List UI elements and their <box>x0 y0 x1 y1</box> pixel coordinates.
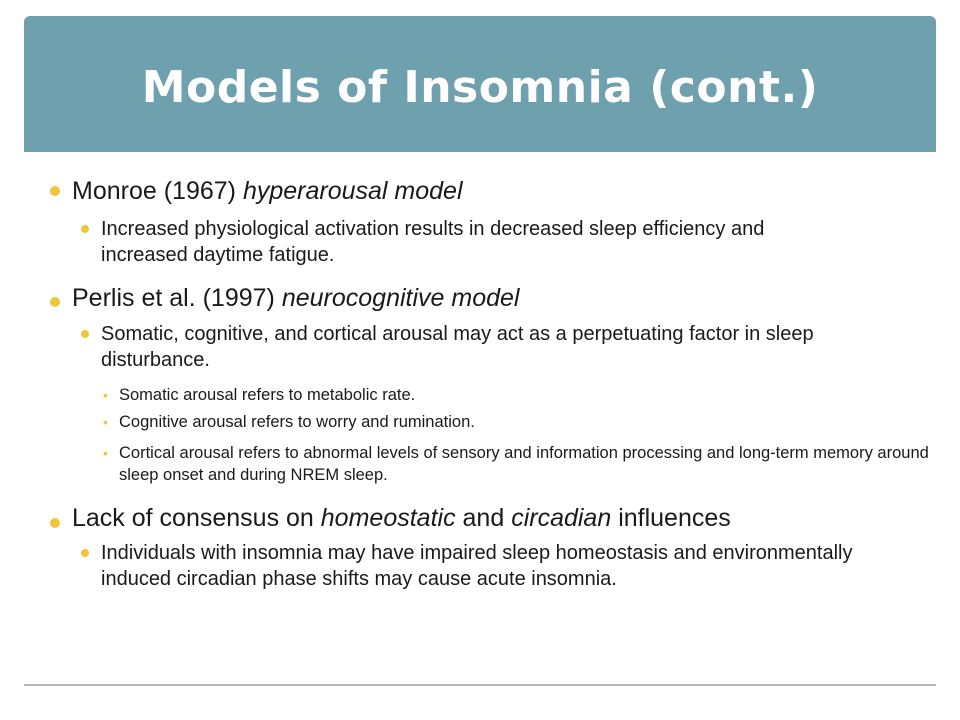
bullet-consensus-text-3: influences <box>611 504 731 532</box>
small-bullet-icon: • <box>103 445 108 461</box>
bullet-consensus <box>72 503 731 533</box>
bullet-dot-icon <box>50 297 60 307</box>
sub-bullet-monroe: Increased physiological activation results in decreased sleep efficiency and increased daytime fatigue. <box>101 218 765 266</box>
small-bullet-icon: • <box>103 387 108 403</box>
footer-divider <box>24 684 936 686</box>
bullet-consensus-homeostatic: homeostatic <box>320 504 456 532</box>
bullet-monroe-model: hyperarousal model <box>242 177 463 205</box>
slide-title: Models of Insomnia (cont.) <box>141 62 819 113</box>
small-bullet-icon: • <box>103 414 108 430</box>
bullet-dot-icon <box>50 186 60 196</box>
subsub-bullet-cognitive: Cognitive arousal refers to worry and rumination. <box>119 413 475 431</box>
bullet-monroe-text: Monroe (1967) <box>72 177 243 205</box>
subsub-bullet-cortical: Cortical arousal refers to abnormal levels of sensory and information processing and long-term memory around sleep onset and during NREM sleep. <box>119 444 929 484</box>
bullet-monroe <box>72 176 463 206</box>
bullet-perlis-model: neurocognitive model <box>281 284 520 312</box>
bullet-perlis <box>72 283 519 313</box>
bullet-dot-icon <box>81 549 89 557</box>
bullet-dot-icon <box>50 518 60 528</box>
bullet-perlis-text: Perlis et al. (1997) <box>72 284 282 312</box>
bullet-dot-icon <box>81 330 89 338</box>
bullet-consensus-circadian: circadian <box>511 504 612 532</box>
sub-bullet-consensus: Individuals with insomnia may have impaired sleep homeostasis and environmentally induced circadian phase shifts may cause acute insomnia. <box>101 542 853 590</box>
bullet-consensus-text-1: Lack of consensus on <box>72 504 321 532</box>
bullet-dot-icon <box>81 225 89 233</box>
subsub-bullet-somatic: Somatic arousal refers to metabolic rate. <box>119 386 416 404</box>
bullet-consensus-text-2: and <box>455 504 512 532</box>
sub-bullet-perlis: Somatic, cognitive, and cortical arousal may act as a perpetuating factor in sleep disturbance. <box>101 323 814 371</box>
